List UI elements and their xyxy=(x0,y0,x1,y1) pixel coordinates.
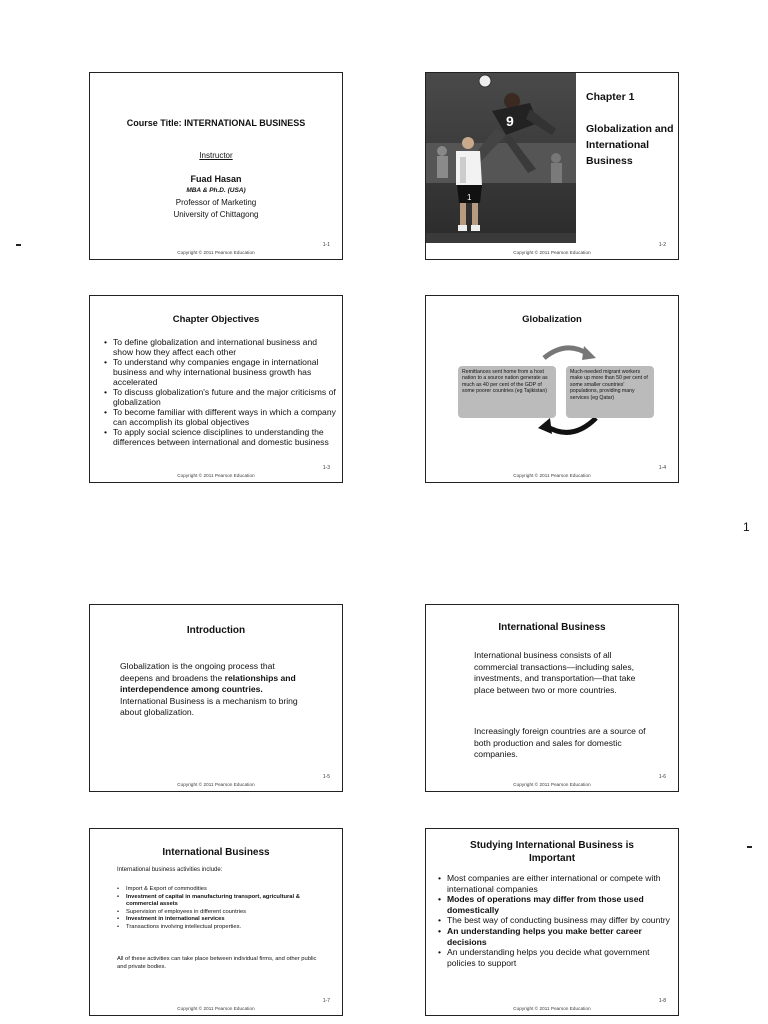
slide-1 xyxy=(89,72,343,260)
course-title: Course Title: INTERNATIONAL BUSINESS xyxy=(126,118,306,128)
instructor-university: University of Chittagong xyxy=(173,210,259,219)
list-item: • Import & Export of commodities xyxy=(117,886,322,894)
list-item: • To become familiar with different ways in which a company can accomplish its global objectives xyxy=(104,407,336,427)
slide-7 xyxy=(89,828,343,1016)
list-item: • To define globalization and international business and show how they affect each other xyxy=(104,337,336,357)
list-item: • To apply social science disciplines to understanding the differences between international and domestic business xyxy=(104,427,336,447)
list-item: • To understand why companies engage in international business and why international business growth has accelerated xyxy=(104,357,336,387)
instructor-degree: MBA & Ph.D. (USA) xyxy=(186,187,246,194)
slide-number: 1-5 xyxy=(322,774,330,780)
list-item: • Supervision of employees in different countries xyxy=(117,909,322,917)
copyright: Copyright © 2011 Pearson Education xyxy=(177,1006,255,1011)
foreign-countries-paragraph: Increasingly foreign countries are a source of both production and sales for domestic companies. xyxy=(474,726,646,759)
slide-number: 1-7 xyxy=(322,998,330,1004)
slide-8 xyxy=(425,828,679,1016)
copyright: Copyright © 2011 Pearson Education xyxy=(177,250,255,255)
slide-title: Globalization xyxy=(522,314,582,325)
list-item: • Investment in international services xyxy=(117,916,322,924)
list-item: • Transactions involving intellectual properties. xyxy=(117,924,322,932)
activities-closing: All of these activities can take place between individual firms, and other public and private bodies. xyxy=(117,956,317,970)
list-item: • To discuss globalization's future and the major criticisms of globalization xyxy=(104,387,336,407)
intro-text-a: Globalization is the ongoing process that deepens and broadens the xyxy=(120,661,275,683)
intro-text-b: International Business is a mechanism to bring about globalization. xyxy=(120,695,298,717)
copyright: Copyright © 2011 Pearson Education xyxy=(513,250,591,255)
remittance-box: Remittances sent home from a host nation to a source nation generate as much as 40 per cent of the GDP of some poorer countries (eg Tajikistan) xyxy=(458,366,556,418)
soccer-photo xyxy=(426,73,576,243)
slide-title: Chapter Objectives xyxy=(172,314,260,325)
scan-speck xyxy=(747,846,752,848)
svg-text:9: 9 xyxy=(506,113,514,129)
slide-3 xyxy=(89,295,343,483)
intro-text-bold: relationships and interdependence among countries. xyxy=(120,672,296,694)
chapter-label: Chapter 1 xyxy=(586,91,635,103)
copyright: Copyright © 2011 Pearson Education xyxy=(177,782,255,787)
slide-title: International Business xyxy=(162,847,270,858)
slide-title: Introduction xyxy=(186,625,246,636)
slide-title: Studying International Business is Important xyxy=(470,840,634,864)
introduction-text xyxy=(120,661,300,719)
slide-number: 1-4 xyxy=(658,465,666,471)
copyright: Copyright © 2011 Pearson Education xyxy=(177,473,255,478)
svg-text:1: 1 xyxy=(467,193,472,202)
slide-title: International Business xyxy=(498,622,606,633)
reasons-list xyxy=(438,873,670,968)
migrant-box: Much-needed migrant workers make up more than 50 per cent of some smaller countries' populations, providing many services (eg Qatar) xyxy=(566,366,654,418)
instructor-label: Instructor xyxy=(199,151,233,160)
objectives-list xyxy=(104,337,336,447)
slide-5 xyxy=(89,604,343,792)
list-item: • Most companies are either international or compete with international companies xyxy=(438,873,670,894)
chapter-title: Globalization and International Business xyxy=(586,123,674,167)
copyright: Copyright © 2011 Pearson Education xyxy=(513,1006,591,1011)
activities-intro: International business activities include: xyxy=(117,867,223,873)
copyright: Copyright © 2011 Pearson Education xyxy=(513,473,591,478)
slide-6 xyxy=(425,604,679,792)
list-item: • Investment of capital in manufacturing transport, agricultural & commercial assets xyxy=(117,894,322,909)
list-item: • An understanding helps you make better career decisions xyxy=(438,926,670,947)
instructor-name: Fuad Hasan xyxy=(190,174,242,184)
slide-2 xyxy=(425,72,679,260)
list-item: • Modes of operations may differ from those used domestically xyxy=(438,894,670,915)
slide-number: 1-6 xyxy=(658,774,666,780)
definition-paragraph: International business consists of all commercial transactions—including sales, investments, and transportation—that take place between two or more countries. xyxy=(474,650,636,695)
slide-number: 1-3 xyxy=(322,465,330,471)
instructor-position: Professor of Marketing xyxy=(175,198,257,207)
slide-number: 1-1 xyxy=(322,242,330,248)
activities-list xyxy=(117,886,322,932)
copyright: Copyright © 2011 Pearson Education xyxy=(513,782,591,787)
list-item: • An understanding helps you decide what government policies to support xyxy=(438,947,670,968)
scan-speck xyxy=(16,244,21,246)
slide-4 xyxy=(425,295,679,483)
list-item: • The best way of conducting business may differ by country xyxy=(438,915,670,926)
page-number: 1 xyxy=(743,520,750,534)
slide-number: 1-8 xyxy=(658,998,666,1004)
slide-number: 1-2 xyxy=(658,242,666,248)
